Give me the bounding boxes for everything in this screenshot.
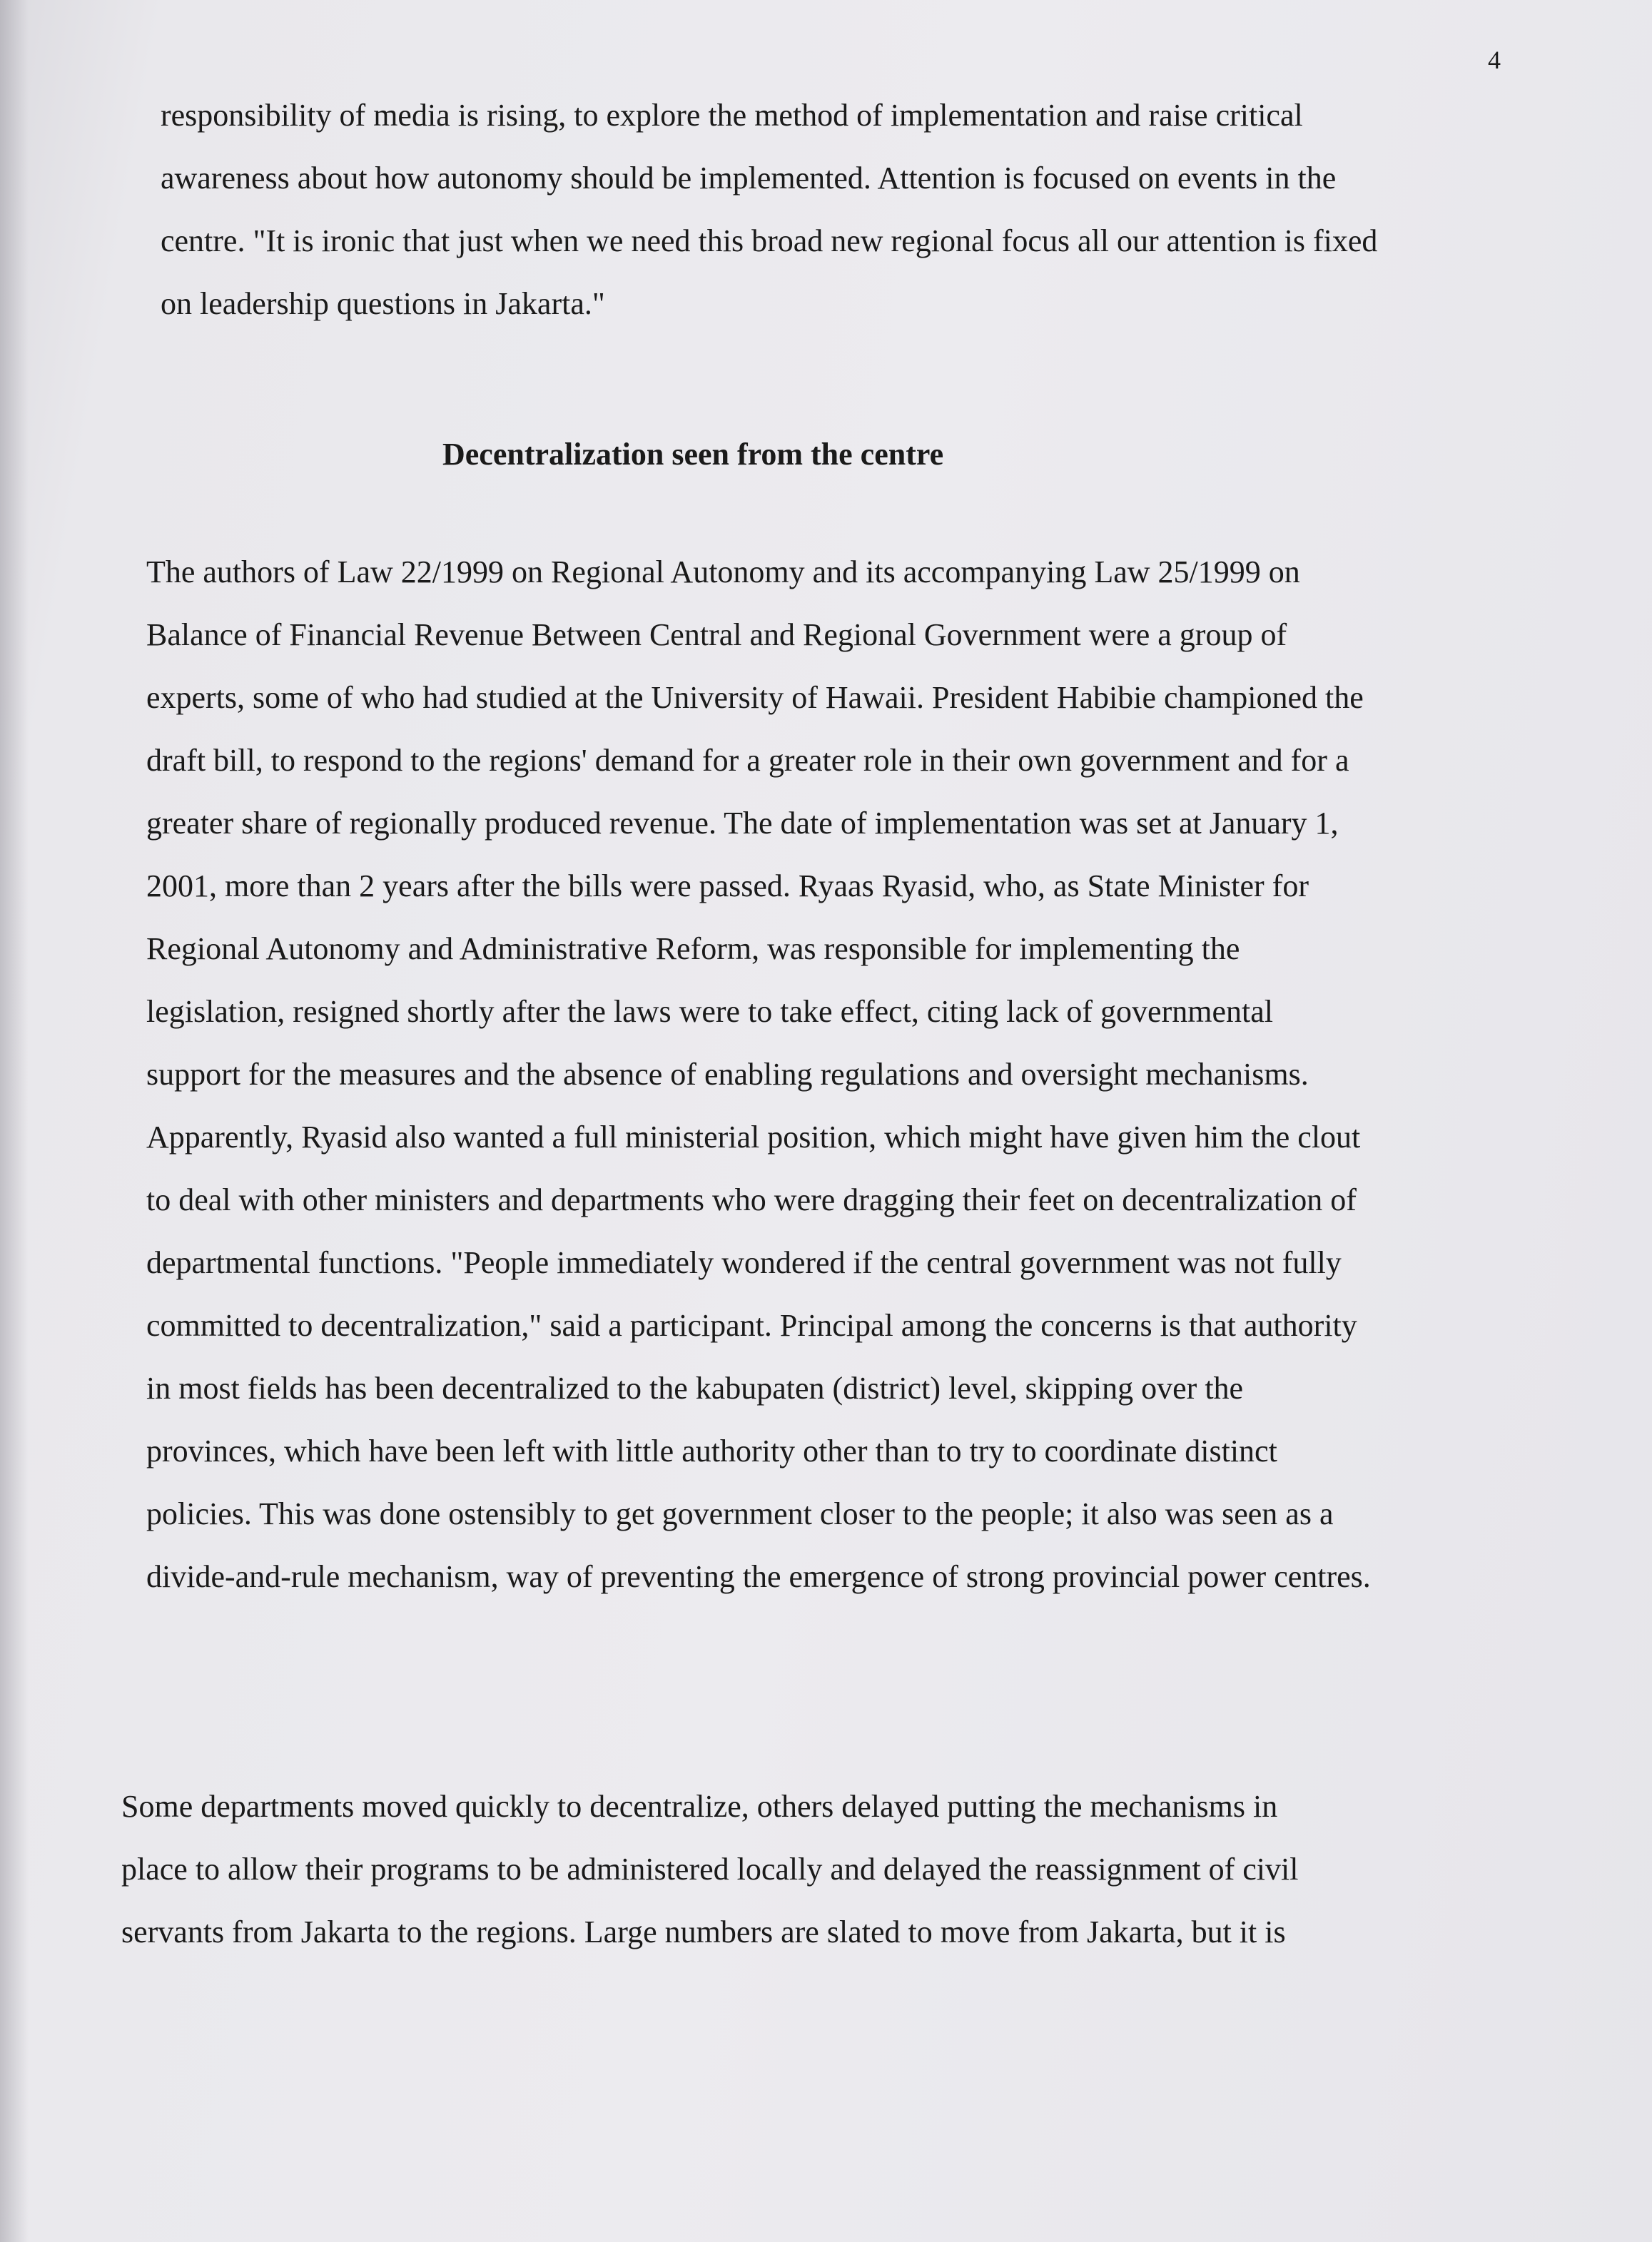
text-line: responsibility of media is rising, to explore the method of implementation and raise critical: [161, 98, 1303, 133]
text-line: servants from Jakarta to the regions. Large numbers are slated to move from Jakarta, but it is: [121, 1914, 1286, 1949]
text-line: 2001, more than 2 years after the bills were passed. Ryaas Ryasid, who, as State Minister for: [146, 868, 1309, 903]
text-line: experts, some of who had studied at the University of Hawaii. President Habibie championed the: [146, 680, 1364, 715]
text-line: committed to decentralization," said a participant. Principal among the concerns is that authority: [146, 1308, 1357, 1343]
text-line: The authors of Law 22/1999 on Regional Autonomy and its accompanying Law 25/1999 on: [146, 554, 1300, 589]
page-edge-shadow: [0, 0, 29, 2242]
page-number: 4: [1488, 46, 1501, 74]
text-line: in most fields has been decentralized to the kabupaten (district) level, skipping over the: [146, 1371, 1244, 1406]
text-line: legislation, resigned shortly after the laws were to take effect, citing lack of governmental: [146, 994, 1273, 1029]
text-line: draft bill, to respond to the regions' demand for a greater role in their own government and for a: [146, 743, 1349, 778]
text-line: centre. "It is ironic that just when we need this broad new regional focus all our attention is fixed: [161, 223, 1378, 258]
text-line: provinces, which have been left with little authority other than to try to coordinate distinct: [146, 1434, 1277, 1469]
text-line: to deal with other ministers and departments who were dragging their feet on decentralization of: [146, 1182, 1357, 1217]
text-line: departmental functions. "People immediately wondered if the central government was not fully: [146, 1245, 1342, 1280]
text-line: Regional Autonomy and Administrative Reform, was responsible for implementing the: [146, 931, 1240, 966]
section-heading: Decentralization seen from the centre: [442, 437, 944, 472]
text-line: awareness about how autonomy should be implemented. Attention is focused on events in the: [161, 161, 1337, 196]
text-line: divide-and-rule mechanism, way of preventing the emergence of strong provincial power centres.: [146, 1559, 1371, 1594]
text-line: place to allow their programs to be administered locally and delayed the reassignment of civil: [121, 1852, 1299, 1887]
text-line: Apparently, Ryasid also wanted a full ministerial position, which might have given him the clout: [146, 1120, 1361, 1155]
text-line: greater share of regionally produced revenue. The date of implementation was set at January 1,: [146, 806, 1339, 841]
text-line: Balance of Financial Revenue Between Central and Regional Government were a group of: [146, 617, 1287, 652]
text-line: Some departments moved quickly to decentralize, others delayed putting the mechanisms in: [121, 1789, 1278, 1824]
text-line: on leadership questions in Jakarta.": [161, 286, 605, 321]
text-line: support for the measures and the absence of enabling regulations and oversight mechanisms.: [146, 1057, 1309, 1092]
text-line: policies. This was done ostensibly to get government closer to the people; it also was seen as a: [146, 1496, 1334, 1531]
